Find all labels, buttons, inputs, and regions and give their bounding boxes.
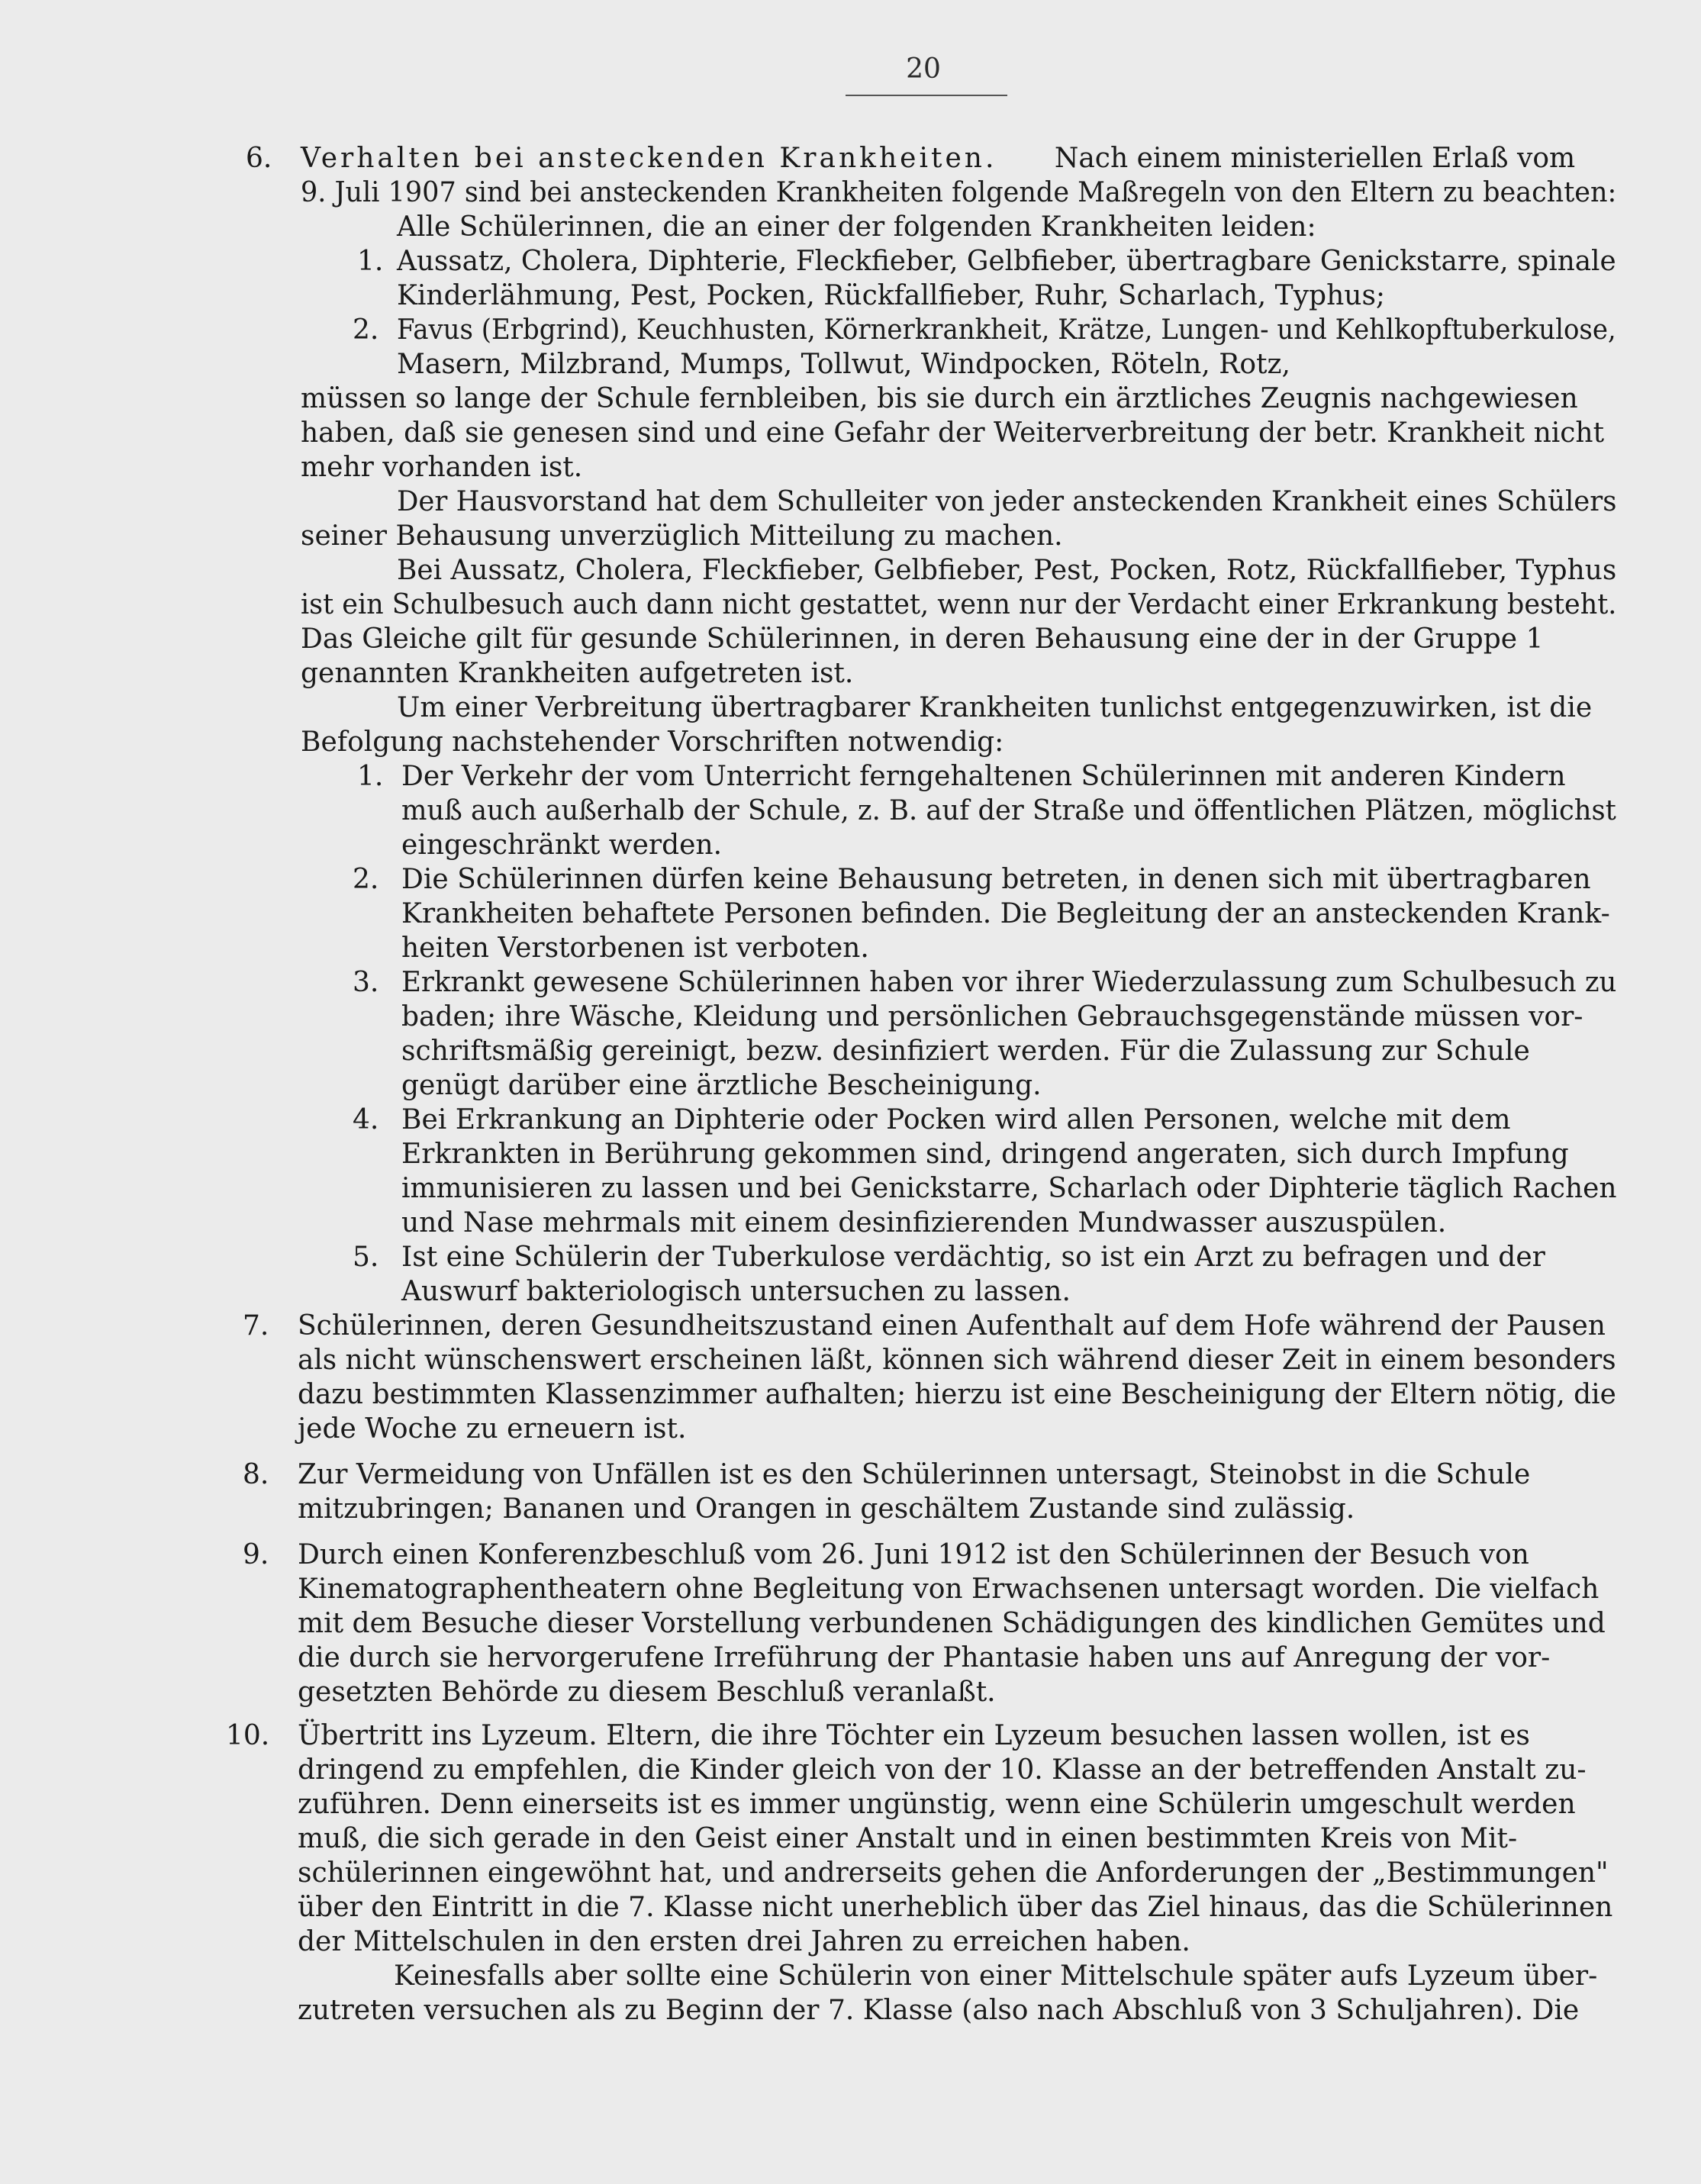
section-heading: Verhalten bei ansteckenden Krankheiten. bbox=[301, 143, 997, 174]
text-line: 9. Juli 1907 sind bei ansteckenden Krankheiten folgende Maßregeln von den Eltern zu beachten: bbox=[301, 177, 1617, 208]
text-line: Favus (Erbgrind), Keuchhusten, Körnerkrankheit, Krätze, Lungen- und Kehlkopftuberkulose, bbox=[397, 314, 1616, 346]
text-line: seiner Behausung unverzüglich Mitteilung zu machen. bbox=[301, 520, 1063, 552]
text-line: und Nase mehrmals mit einem desinfizierenden Mundwasser auszuspülen. bbox=[401, 1207, 1447, 1239]
section-number: 10. bbox=[226, 1720, 270, 1751]
text-line: dringend zu empfehlen, die Kinder gleich von der 10. Klasse an der betreffenden Anstalt zu- bbox=[298, 1754, 1587, 1786]
text-line: Schülerinnen, deren Gesundheitszustand einen Aufenthalt auf dem Hofe während der Pausen bbox=[298, 1310, 1606, 1342]
text-line: schriftsmäßig gereinigt, bezw. desinfiziert werden. Für die Zulassung zur Schule bbox=[401, 1036, 1530, 1067]
text-line: genügt darüber eine ärztliche Bescheinigung. bbox=[401, 1070, 1042, 1101]
text-line: muß auch außerhalb der Schule, z. B. auf der Straße und öffentlichen Plätzen, möglichst bbox=[401, 795, 1616, 826]
text-line: gesetzten Behörde zu diesem Beschluß veranlaßt. bbox=[298, 1677, 996, 1708]
text-line: Erkrankten in Berührung gekommen sind, dringend angeraten, sich durch Impfung bbox=[401, 1139, 1569, 1170]
text-line: Zur Vermeidung von Unfällen ist es den Schülerinnen untersagt, Steinobst in die Schule bbox=[298, 1459, 1531, 1490]
text-line: jede Woche zu erneuern ist. bbox=[298, 1413, 687, 1445]
text-line: Erkrankt gewesene Schülerinnen haben vor ihrer Wiederzulassung zum Schulbesuch zu bbox=[401, 967, 1617, 998]
text-line: ist ein Schulbesuch auch dann nicht gestattet, wenn nur der Verdacht einer Erkrankung besteht. bbox=[301, 589, 1617, 620]
list-number: 1. bbox=[357, 761, 384, 792]
text-line: Befolgung nachstehender Vorschriften notwendig: bbox=[301, 726, 1004, 758]
text-line: Bei Erkrankung an Diphterie oder Pocken wird allen Personen, welche mit dem bbox=[401, 1104, 1511, 1135]
text-line: Bei Aussatz, Cholera, Fleckfieber, Gelbfieber, Pest, Pocken, Rotz, Rückfallfieber, Typhus bbox=[397, 555, 1617, 586]
page-number: 20 bbox=[906, 53, 941, 85]
text-line: immunisieren zu lassen und bei Genickstarre, Scharlach oder Diphterie täglich Rachen bbox=[401, 1173, 1617, 1204]
text-line: Keinesfalls aber sollte eine Schülerin von einer Mittelschule später aufs Lyzeum über- bbox=[394, 1960, 1598, 1992]
text-line: baden; ihre Wäsche, Kleidung und persönlichen Gebrauchsgegenstände müssen vor- bbox=[401, 1001, 1583, 1032]
list-number: 5. bbox=[353, 1242, 379, 1273]
page-number-rule bbox=[846, 95, 1007, 96]
text-line: Masern, Milzbrand, Mumps, Tollwut, Windpocken, Röteln, Rotz, bbox=[397, 349, 1290, 380]
text-line: heiten Verstorbenen ist verboten. bbox=[401, 933, 869, 964]
text-line: Kinderlähmung, Pest, Pocken, Rückfallfieber, Ruhr, Scharlach, Typhus; bbox=[397, 280, 1386, 311]
text-line: Übertritt ins Lyzeum. Eltern, die ihre Töchter ein Lyzeum besuchen lassen wollen, ist es bbox=[298, 1720, 1530, 1751]
text-line: zuführen. Denn einerseits ist es immer ungünstig, wenn eine Schülerin umgeschult werden bbox=[298, 1789, 1576, 1820]
text-line: Auswurf bakteriologisch untersuchen zu lassen. bbox=[401, 1276, 1071, 1307]
text-line: Die Schülerinnen dürfen keine Behausung betreten, in denen sich mit übertragbaren bbox=[401, 864, 1591, 895]
list-number: 1. bbox=[357, 246, 384, 277]
text-line: der Mittelschulen in den ersten drei Jahren zu erreichen haben. bbox=[298, 1926, 1190, 1957]
section-number: 7. bbox=[243, 1310, 269, 1342]
text-line: Ist eine Schülerin der Tuberkulose verdächtig, so ist ein Arzt zu befragen und der bbox=[401, 1242, 1545, 1273]
text-line: mit dem Besuche dieser Vorstellung verbundenen Schädigungen des kindlichen Gemütes und bbox=[298, 1608, 1606, 1639]
text-line: mehr vorhanden ist. bbox=[301, 452, 583, 483]
text-line: die durch sie hervorgerufene Irreführung der Phantasie haben uns auf Anregung der vor- bbox=[298, 1642, 1551, 1673]
text-line: Aussatz, Cholera, Diphterie, Fleckfieber, Gelbfieber, übertragbare Genickstarre, spinale bbox=[397, 246, 1616, 277]
text-line: eingeschränkt werden. bbox=[401, 829, 723, 861]
text-line: schülerinnen eingewöhnt hat, und andrerseits gehen die Anforderungen der „Bestimmungen" bbox=[298, 1857, 1609, 1889]
section-number: 9. bbox=[243, 1539, 269, 1570]
text-line bbox=[301, 141, 1575, 176]
section-number: 8. bbox=[243, 1459, 269, 1490]
text-line: genannten Krankheiten aufgetreten ist. bbox=[301, 658, 854, 689]
text-line: dazu bestimmten Klassenzimmer aufhalten; hierzu ist eine Bescheinigung der Eltern nötig, die bbox=[298, 1379, 1616, 1410]
text-line: müssen so lange der Schule fernbleiben, bis sie durch ein ärztliches Zeugnis nachgewiesen bbox=[301, 383, 1578, 414]
text-line: Durch einen Konferenzbeschluß vom 26. Juni 1912 ist den Schülerinnen der Besuch von bbox=[298, 1539, 1529, 1570]
list-number: 3. bbox=[353, 967, 379, 998]
text-line: haben, daß sie genesen sind und eine Gefahr der Weiterverbreitung der betr. Krankheit nicht bbox=[301, 417, 1605, 449]
text-line: Kinematographentheatern ohne Begleitung von Erwachsenen untersagt worden. Die vielfach bbox=[298, 1574, 1600, 1605]
text-line: Krankheiten behaftete Personen befinden. Die Begleitung der an ansteckenden Krank- bbox=[401, 898, 1610, 929]
text-line: mitzubringen; Bananen und Orangen in geschältem Zustande sind zulässig. bbox=[298, 1493, 1355, 1525]
section-number: 6. bbox=[246, 143, 272, 174]
text-span: Nach einem ministeriellen Erlaß vom bbox=[1054, 143, 1576, 174]
text-line: Der Hausvorstand hat dem Schulleiter von jeder ansteckenden Krankheit eines Schülers bbox=[397, 486, 1617, 517]
text-line: Alle Schülerinnen, die an einer der folgenden Krankheiten leiden: bbox=[397, 211, 1316, 243]
list-number: 2. bbox=[353, 864, 379, 895]
text-line: als nicht wünschenswert erscheinen läßt, können sich während dieser Zeit in einem besonders bbox=[298, 1345, 1616, 1376]
text-line: Um einer Verbreitung übertragbarer Krankheiten tunlichst entgegenzuwirken, ist die bbox=[397, 692, 1593, 723]
text-line: Das Gleiche gilt für gesunde Schülerinnen, in deren Behausung eine der in der Gruppe 1 bbox=[301, 623, 1544, 655]
text-line: zutreten versuchen als zu Beginn der 7. Klasse (also nach Abschluß von 3 Schuljahren). Die bbox=[298, 1995, 1580, 2026]
text-line: muß, die sich gerade in den Geist einer Anstalt und in einen bestimmten Kreis von Mit- bbox=[298, 1823, 1518, 1854]
text-line: Der Verkehr der vom Unterricht ferngehaltenen Schülerinnen mit anderen Kindern bbox=[401, 761, 1566, 792]
text-line: über den Eintritt in die 7. Klasse nicht unerheblich über das Ziel hinaus, das die Schülerinnen bbox=[298, 1892, 1613, 1923]
list-number: 2. bbox=[353, 314, 379, 346]
list-number: 4. bbox=[353, 1104, 379, 1135]
